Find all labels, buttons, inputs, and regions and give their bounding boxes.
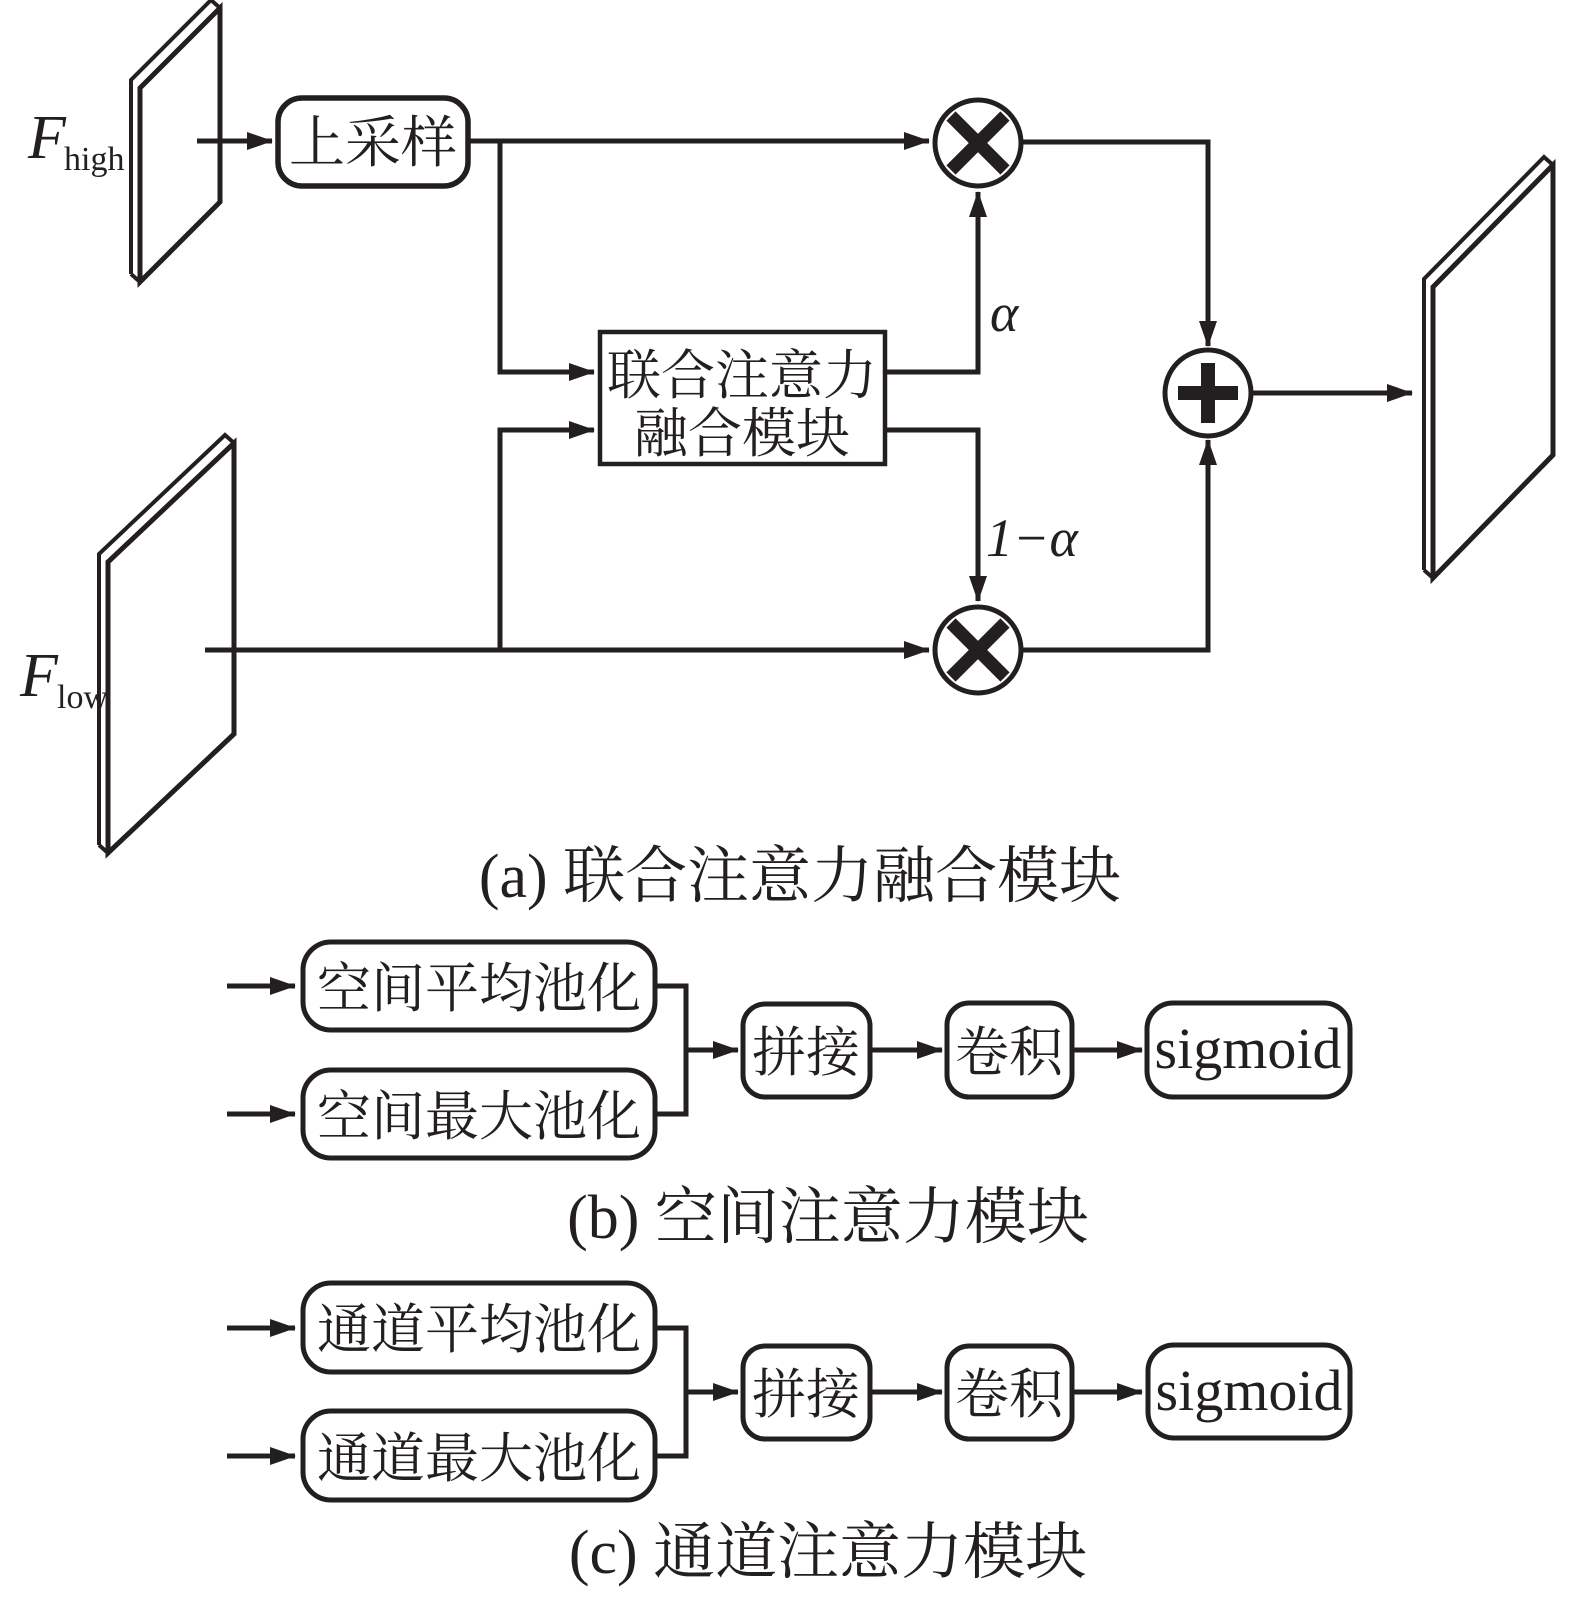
spatial-max-pool-label: 空间最大池化: [317, 1087, 641, 1147]
conv-label: 卷积: [955, 1023, 1063, 1083]
arrow-upsample-branch-to-fusion: [500, 141, 594, 372]
sigmoid-box-b: [1147, 1003, 1350, 1097]
panel-a: [19, 0, 1553, 911]
panel-b-caption: (b) 空间注意力模块: [567, 1184, 1089, 1252]
one-minus-alpha-weight-label: 1−α: [986, 508, 1078, 568]
upsample-label: 上采样: [289, 113, 457, 175]
arrow-fusion-one-minus-alpha-to-multiply-low: [885, 430, 978, 601]
multiply-low-node: [935, 607, 1021, 693]
channel-avg-pool-box: [303, 1283, 655, 1372]
spatial-avg-pool-label: 空间平均池化: [317, 959, 641, 1019]
multiply-high-node: [935, 100, 1021, 186]
spatial-avg-pool-box: [303, 942, 655, 1030]
spatial-max-pool-box: [303, 1070, 655, 1158]
panel-a-caption: (a) 联合注意力融合模块: [478, 843, 1122, 911]
conv-box-b: [947, 1003, 1072, 1097]
fusion-module-label-line1: 联合注意力: [607, 346, 877, 406]
f-low-label: F: [20, 642, 58, 710]
conv-label: 卷积: [955, 1365, 1063, 1425]
f-high-subscript: high: [64, 141, 125, 178]
panel-c-caption: (c) 通道注意力模块: [568, 1519, 1088, 1587]
sigmoid-box-c: [1148, 1345, 1350, 1438]
arrow-flow-branch-to-fusion: [500, 430, 594, 650]
alpha-weight-label: α: [990, 283, 1019, 343]
feature-map-f-low: [99, 435, 234, 853]
concat-label: 拼接: [752, 1023, 860, 1083]
channel-max-pool-label: 通道最大池化: [317, 1429, 641, 1489]
channel-max-pool-box: [303, 1411, 655, 1500]
merge-connector: [655, 1328, 686, 1456]
fusion-module-label-line2: 融合模块: [634, 404, 850, 464]
concat-label: 拼接: [752, 1365, 860, 1425]
merge-connector: [655, 986, 686, 1114]
arrow-fusion-alpha-to-multiply-high: [885, 192, 978, 372]
conv-box-c: [947, 1346, 1072, 1439]
add-node: [1165, 350, 1251, 436]
channel-avg-pool-label: 通道平均池化: [317, 1300, 641, 1360]
fusion-module-box: [600, 332, 885, 464]
panel-c: [227, 1283, 1350, 1587]
sigmoid-label: sigmoid: [1154, 1016, 1342, 1081]
concat-box-c: [743, 1346, 870, 1439]
panel-b: [227, 942, 1350, 1252]
f-high-label: F: [28, 104, 66, 172]
feature-map-output: [1424, 157, 1553, 578]
sigmoid-label: sigmoid: [1155, 1358, 1343, 1423]
f-low-subscript: low: [57, 679, 108, 716]
concat-box-b: [743, 1004, 870, 1097]
upsample-box: [278, 98, 468, 186]
arrow-multiply-high-to-add: [1021, 142, 1208, 346]
